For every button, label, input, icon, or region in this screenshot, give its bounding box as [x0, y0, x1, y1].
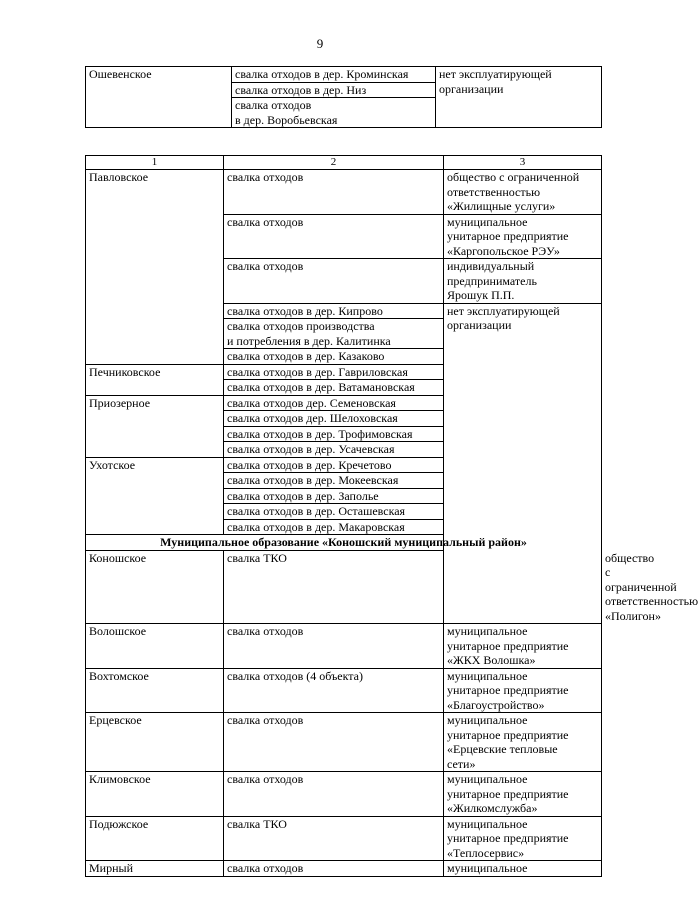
operator-cell: нет эксплуатирующей организации	[444, 303, 602, 624]
operator-cell: индивидуальный предприниматель Ярошук П.П.	[444, 259, 602, 304]
section-row	[86, 535, 602, 551]
site-cell: свалка отходов	[224, 214, 444, 259]
operator-cell: нет эксплуатирующей организации	[436, 67, 602, 128]
header-row	[86, 156, 602, 170]
district-cell: Коношское	[86, 550, 224, 624]
table-row	[86, 713, 602, 772]
district-cell: Павловское	[86, 170, 224, 365]
district-cell: Ошевенское	[86, 67, 232, 128]
site-cell: свалка отходов	[224, 170, 444, 215]
operator-cell: муниципальное	[444, 861, 602, 877]
table-row	[86, 624, 602, 669]
district-cell: Ухотское	[86, 457, 224, 535]
site-cell: свалка отходов в дер. Гавриловская	[224, 364, 444, 380]
site-cell: свалка отходов дер. Семеновская	[224, 395, 444, 411]
main-table	[85, 155, 698, 877]
district-cell: Мирный	[86, 861, 224, 877]
site-cell: свалка отходов в дер. Кроминская	[232, 67, 436, 83]
site-cell: свалка отходов	[224, 861, 444, 877]
table-row: Коношское свалка ТКО общество с ограниченной ответственностью «Полигон»	[86, 550, 602, 624]
table-row	[86, 668, 602, 713]
site-cell: свалка отходов в дер. Воробьевская	[232, 98, 436, 128]
table-row	[86, 816, 602, 861]
site-cell: свалка отходов в дер. Мокеевская	[224, 473, 444, 489]
site-cell: свалка отходов в дер. Ватамановская	[224, 380, 444, 396]
table-row	[86, 67, 602, 83]
site-cell: свалка отходов	[224, 259, 444, 304]
operator-cell: муниципальное унитарное предприятие «Жилкомслужба»	[444, 772, 602, 817]
district-cell: Климовское	[86, 772, 224, 817]
operator-cell: муниципальное унитарное предприятие «Теплосервис»	[444, 816, 602, 861]
table-row	[86, 772, 602, 817]
district-cell: Вохтомское	[86, 668, 224, 713]
site-cell: свалка отходов в дер. Заполье	[224, 488, 444, 504]
table-row	[86, 170, 602, 215]
site-cell: свалка отходов	[224, 772, 444, 817]
operator-cell: муниципальное унитарное предприятие «Ерцевские тепловые сети»	[444, 713, 602, 772]
site-cell: свалка ТКО	[224, 816, 444, 861]
operator-cell: муниципальное унитарное предприятие «Благоустройство»	[444, 668, 602, 713]
operator-cell: муниципальное унитарное предприятие «Каргопольское РЭУ»	[444, 214, 602, 259]
site-cell: свалка отходов	[224, 713, 444, 772]
site-cell: свалка отходов в дер. Низ	[232, 82, 436, 98]
district-cell: Печниковское	[86, 364, 224, 395]
site-cell: свалка отходов в дер. Кречетово	[224, 457, 444, 473]
district-cell: Приозерное	[86, 395, 224, 457]
site-cell: свалка отходов (4 объекта)	[224, 668, 444, 713]
site-cell: свалка отходов дер. Шелоховская	[224, 411, 444, 427]
column-header: 1	[86, 156, 224, 170]
site-cell: свалка ТКО	[224, 550, 444, 624]
district-cell: Ерцевское	[86, 713, 224, 772]
top-table	[85, 66, 602, 128]
district-cell: Подюжское	[86, 816, 224, 861]
site-cell: свалка отходов в дер. Макаровская	[224, 519, 444, 535]
column-header: 2	[224, 156, 444, 170]
site-cell: свалка отходов	[224, 624, 444, 669]
column-header: 3	[444, 156, 602, 170]
operator-cell: муниципальное унитарное предприятие «ЖКХ Волошка»	[444, 624, 602, 669]
operator-cell: общество с ограниченной ответственностью «Жилищные услуги»	[444, 170, 602, 215]
site-cell: свалка отходов в дер. Осташевская	[224, 504, 444, 520]
table-row	[86, 861, 602, 877]
site-cell: свалка отходов производства и потребления в дер. Калитинка	[224, 319, 444, 349]
section-heading: Муниципальное образование «Коношский муниципальный район»	[86, 535, 602, 551]
site-cell: свалка отходов в дер. Усачевская	[224, 442, 444, 458]
site-cell: свалка отходов в дер. Казаково	[224, 349, 444, 365]
page-number: 9	[316, 36, 324, 51]
district-cell: Волошское	[86, 624, 224, 669]
site-cell: свалка отходов в дер. Трофимовская	[224, 426, 444, 442]
site-cell: свалка отходов в дер. Кипрово	[224, 303, 444, 319]
